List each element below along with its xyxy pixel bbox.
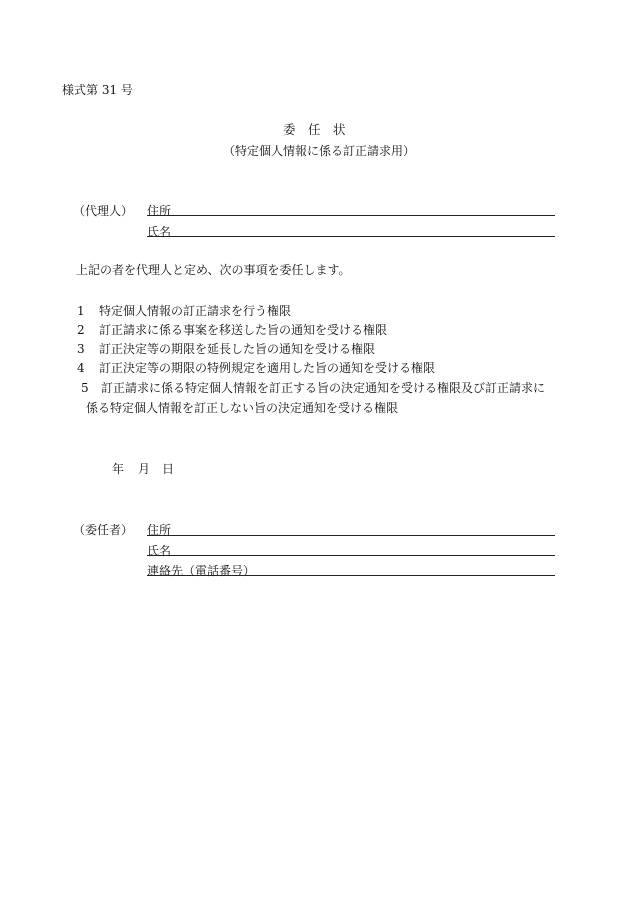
date-day: 日 [162, 462, 175, 476]
principal-contact-line[interactable] [147, 575, 555, 576]
principal-contact-label: 連絡先（電話番号） [147, 564, 256, 578]
item-text: 訂正決定等の期限の特例規定を適用した旨の通知を受ける権限 [99, 361, 436, 375]
principal-address-line[interactable] [147, 535, 555, 536]
agent-name-line[interactable] [147, 236, 555, 237]
item-text: 訂正決定等の期限を延長した旨の通知を受ける権限 [99, 342, 376, 356]
date-month: 月 [138, 462, 151, 476]
item-number: 3 [77, 342, 85, 356]
item-text: 訂正請求に係る特定個人情報を訂正する旨の決定通知を受ける権限及び訂正請求に [101, 381, 546, 395]
item-number: 5 [81, 381, 89, 395]
agent-address-line[interactable] [147, 215, 555, 216]
form-number: 様式第 31 号 [62, 83, 133, 97]
principal-name-line[interactable] [147, 555, 555, 556]
date-year: 年 [112, 462, 125, 476]
item-text: 訂正請求に係る事案を移送した旨の通知を受ける権限 [99, 323, 388, 337]
item-text-continuation: 係る特定個人情報を訂正しない旨の決定通知を受ける権限 [86, 401, 399, 415]
item-text: 特定個人情報の訂正請求を行う権限 [99, 304, 292, 318]
item-number: 4 [77, 361, 85, 375]
principal-label: （委任者） [73, 523, 134, 537]
agent-label: （代理人） [73, 204, 134, 218]
item-number: 2 [77, 323, 85, 337]
agent-name-label: 氏名 [147, 225, 172, 239]
item-number: 1 [77, 304, 85, 318]
delegation-statement: 上記の者を代理人と定め、次の事項を委任します。 [76, 263, 351, 277]
agent-address-label: 住所 [147, 204, 172, 218]
document-subtitle: （特定個人情報に係る訂正請求用） [223, 144, 416, 158]
document-title: 委 任 状 [283, 122, 346, 137]
principal-address-label: 住所 [147, 523, 172, 537]
principal-name-label: 氏名 [147, 544, 172, 558]
